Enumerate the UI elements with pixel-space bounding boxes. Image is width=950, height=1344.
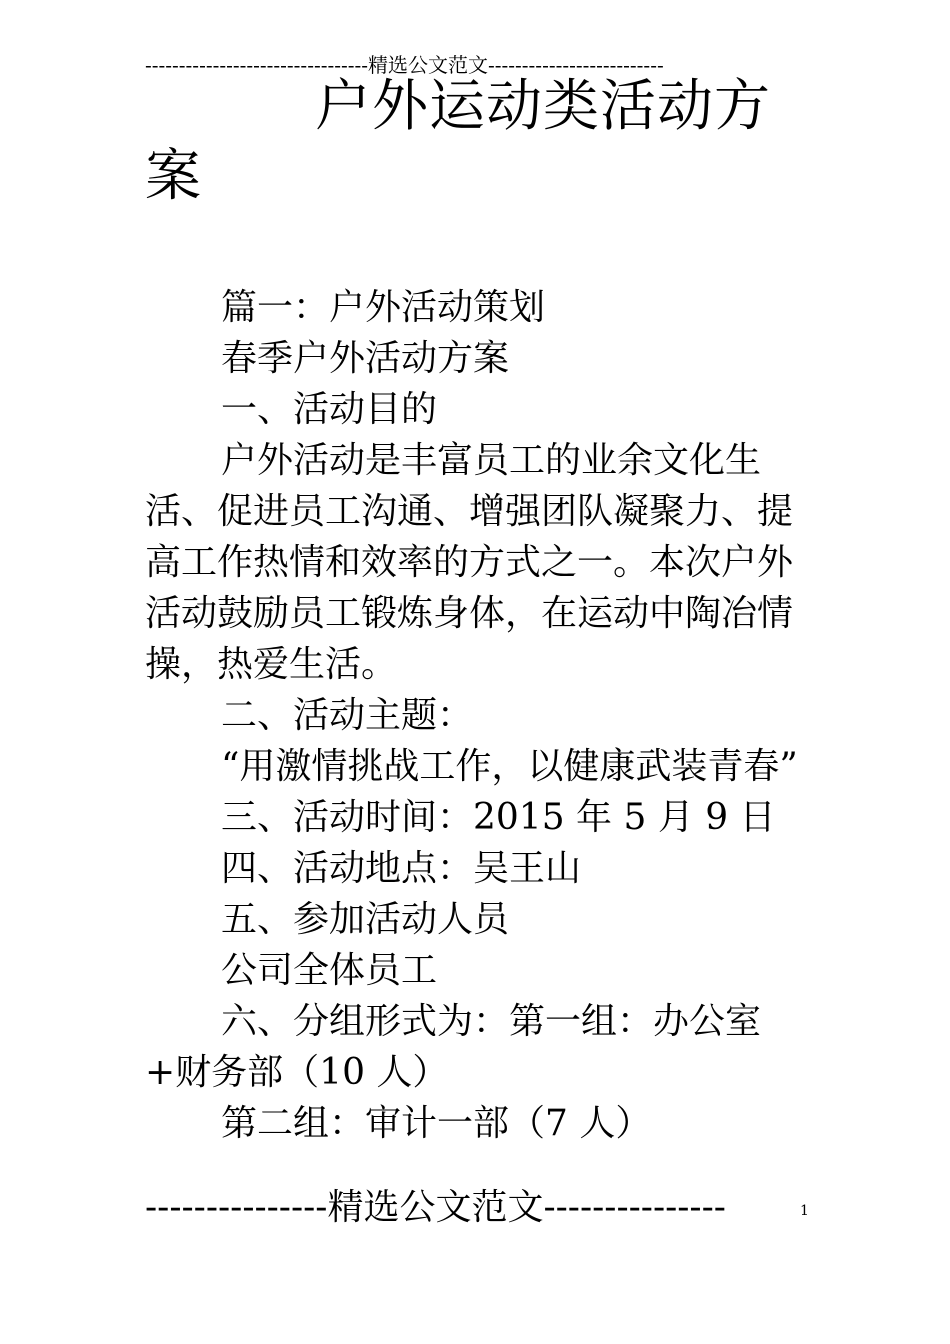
- body-paragraph: 公司全体员工: [221, 950, 438, 991]
- body-paragraph: 第二组：审计一部（7 人）: [221, 1103, 652, 1144]
- document-body: [145, 282, 801, 1149]
- section-heading: 篇一：户外活动策划: [221, 287, 546, 328]
- body-paragraph: 三、活动时间：2015 年 5 月 9 日: [221, 797, 776, 838]
- document-title: 户外运动类活动方案: [145, 74, 771, 209]
- subheading: 春季户外活动方案: [221, 338, 510, 379]
- page-header: ---------------------------------精选公文范文--------------------------: [145, 53, 664, 77]
- section-heading: 二、活动主题：: [221, 695, 474, 736]
- body-paragraph: 四、活动地点：吴王山: [221, 848, 582, 889]
- section-heading: 一、活动目的: [221, 389, 438, 430]
- body-paragraph: 户外活动是丰富员工的业余文化生活、促进员工沟通、增强团队凝聚力、提高工作热情和效率的方式之一。本次户外活动鼓励员工锻炼身体，在运动中陶冶情操，热爱生活。: [145, 440, 794, 685]
- section-heading: 五、参加活动人员: [221, 899, 510, 940]
- body-paragraph: “用激情挑战工作，以健康武装青春”: [221, 746, 798, 787]
- body-paragraph: 六、分组形式为：第一组：办公室+财务部（10 人）: [145, 1001, 762, 1093]
- page-number: 1: [800, 1203, 809, 1219]
- page-footer: ---------------精选公文范文---------------: [145, 1187, 726, 1228]
